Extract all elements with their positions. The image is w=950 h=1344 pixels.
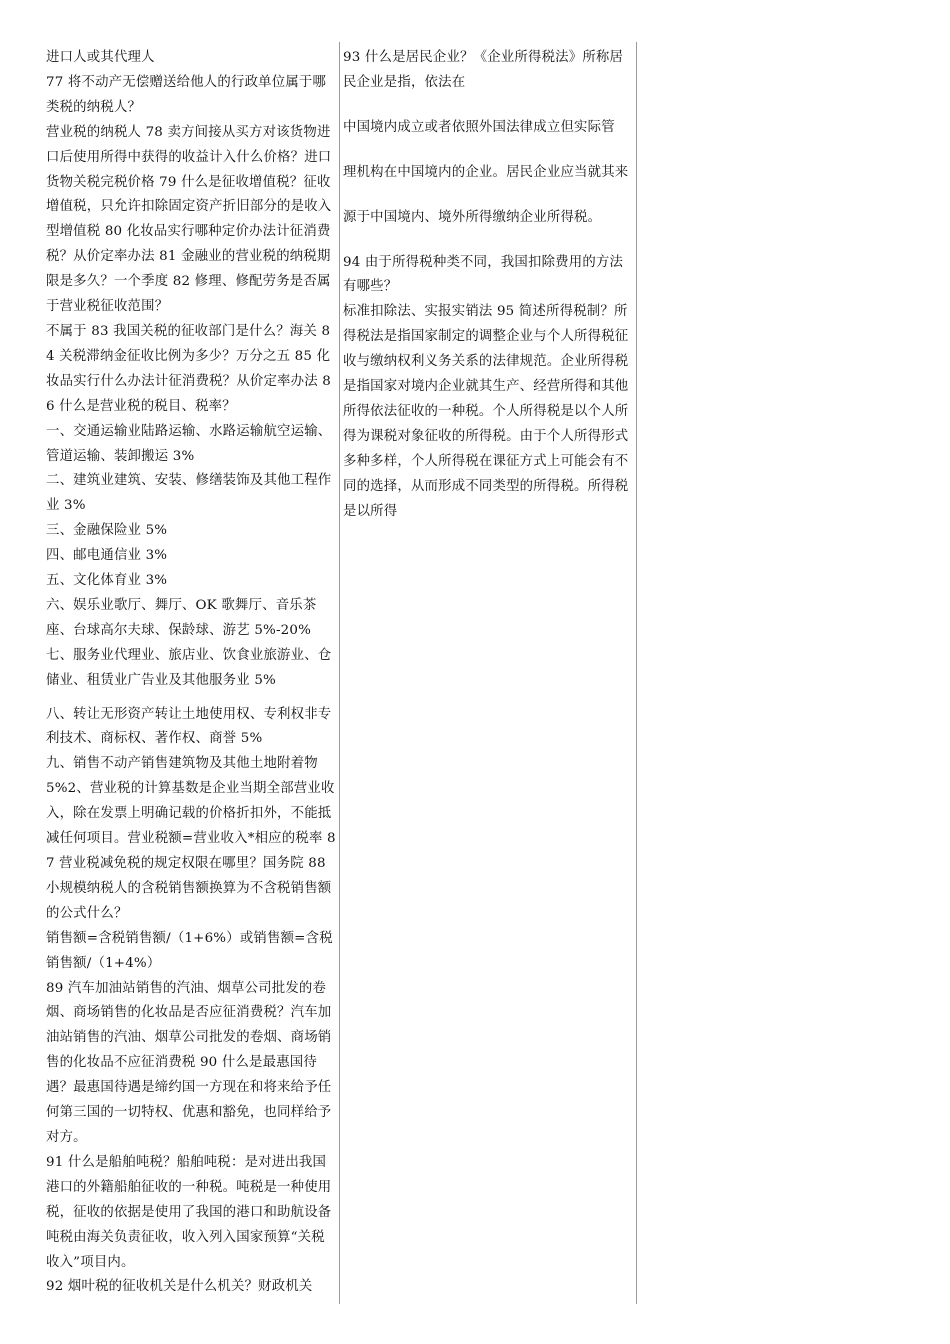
- paragraph: 八、转让无形资产转让土地使用权、专利权非专利技术、商标权、著作权、商誉 5%: [46, 706, 332, 747]
- paragraph: 四、邮电通信业 3%: [46, 548, 168, 564]
- paragraph: 理机构在中国境内的企业。居民企业应当就其来: [343, 164, 629, 180]
- column-divider: [339, 42, 340, 1304]
- paragraph: 销售额=含税销售额/（1+6%）或销售额=含税销售额/（1+4%）: [46, 930, 333, 971]
- paragraph: 六、娱乐业歌厅、舞厅、OK 歌舞厅、音乐茶座、台球高尔夫球、保龄球、游艺 5%-20%: [46, 597, 317, 638]
- right-column: [343, 46, 634, 525]
- right-border-line: [636, 42, 637, 1304]
- paragraph: 77 将不动产无偿赠送给他人的行政单位属于哪类税的纳税人？: [46, 74, 327, 115]
- paragraph: 不属于 83 我国关税的征收部门是什么？海关 84 关税滞纳金征收比例为多少？万分之五 85 化妆品实行什么办法计征消费税？从价定率办法 86 什么是营业税的税目、税率？: [46, 323, 331, 414]
- paragraph: 进口人或其代理人: [46, 50, 155, 65]
- paragraph: 九、销售不动产销售建筑物及其他土地附着物 5%2、营业税的计算基数是企业当期全部营业收入，除在发票上明确记载的价格折扣外，不能抵减任何项目。营业税额=营业收入*相应的税率 87 营业税减免税的规定权限在哪里？国务院 88 小规模纳税人的含税销售额换算为不含税销售额的公式什么？: [46, 756, 336, 921]
- paragraph: 营业税的纳税人 78 卖方间接从买方对该货物进口后使用所得中获得的收益计入什么价格？进口货物关税完税价格 79 什么是征收增值税？征收增值税，只允许扣除固定资产折旧部分的是收入型增值税 80 化妆品实行哪种定价办法计征消费税？从价定率办法 81 金融业的营业税的纳税期限是多久？一个季度 82 修理、修配劳务是否属于营业税征收范围？: [46, 124, 332, 315]
- paragraph: 源于中国境内、境外所得缴纳企业所得税。: [343, 209, 602, 225]
- paragraph: 94 由于所得税种类不同，我国扣除费用的方法有哪些？: [343, 254, 624, 295]
- paragraph: 二、建筑业建筑、安装、修缮装饰及其他工程作业 3%: [46, 473, 332, 514]
- paragraph: 93 什么是居民企业？《企业所得税法》所称居民企业是指，依法在: [343, 50, 624, 90]
- paragraph: 89 汽车加油站销售的汽油、烟草公司批发的卷烟、商场销售的化妆品是否应征消费税？汽车加油站销售的汽油、烟草公司批发的卷烟、商场销售的化妆品不应征消费税 90 什么是最惠国待遇？最惠国待遇是缔约国一方现在和将来给予任何第三国的一切特权、优惠和豁免，也同样给予对方。: [46, 980, 332, 1145]
- paragraph: 中国境内成立或者依照外国法律成立但实际管: [343, 119, 615, 135]
- paragraph: 92 烟叶税的征收机关是什么机关？财政机关: [46, 1279, 313, 1295]
- paragraph: 一、交通运输业陆路运输、水路运输航空运输、管道运输、装卸搬运 3%: [46, 423, 332, 464]
- paragraph: 91 什么是船舶吨税？船舶吨税：是对进出我国港口的外籍船舶征收的一种税。吨税是一种使用税，征收的依据是使用了我国的港口和助航设备吨税由海关负责征收，收入列入国家预算“关税收入”项目内。: [46, 1154, 332, 1270]
- paragraph: 五、文化体育业 3%: [46, 573, 168, 589]
- paragraph: 标准扣除法、实报实销法 95 简述所得税制？所得税法是指国家制定的调整企业与个人所得税征收与缴纳权利义务关系的法律规范。企业所得税是指国家对境内企业就其生产、经营所得和其他所得依法征收的一种税。个人所得税是以个人所得为课税对象征收的所得税。由于个人所得形式多种多样，个人所得税在课征方式上可能会有不同的选择，从而形成不同类型的所得税。所得税是以所得: [343, 304, 629, 519]
- paragraph: 三、金融保险业 5%: [46, 523, 168, 539]
- left-column: [46, 46, 337, 1300]
- paragraph: 七、服务业代理业、旅店业、饮食业旅游业、仓储业、租赁业广告业及其他服务业 5%: [46, 647, 332, 688]
